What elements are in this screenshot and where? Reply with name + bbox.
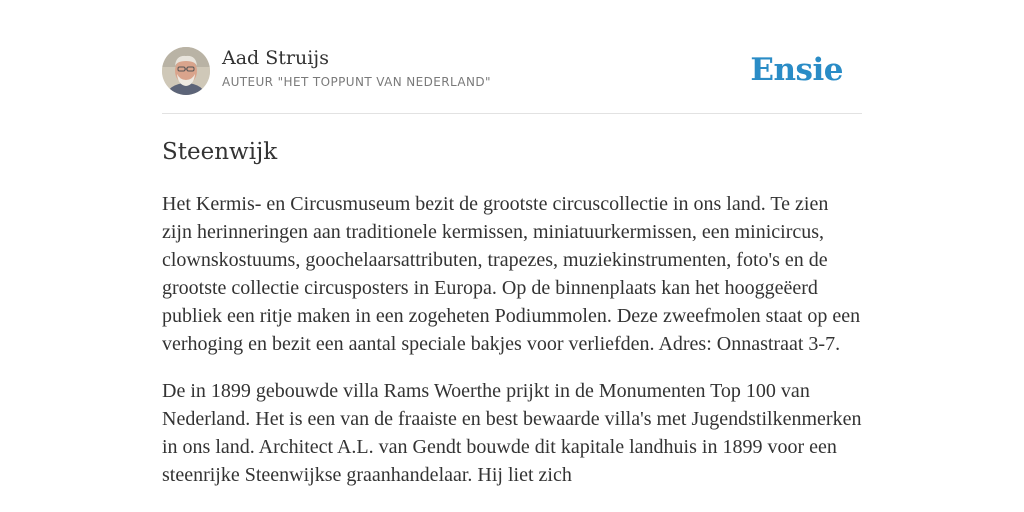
author-header bbox=[162, 46, 862, 96]
author-name[interactable]: Aad Struijs bbox=[222, 47, 329, 69]
header-divider bbox=[162, 113, 862, 114]
article-paragraph: Het Kermis- en Circusmuseum bezit de grootste circuscollectie in ons land. Te zien zijn herinneringen aan traditionele kermissen, miniatuurkermissen, een minicircus, clownskostuums, goochelaarsattributen, trapezes, muziekinstrumenten, foto's en de grootste collectie circusposters in Europa. Op de binnenplaats kan het hooggeëerd publiek een ritje maken in een zogeheten Podiummolen. Deze zweefmolen staat op een verhoging en bezit een aantal speciale bakjes voor verliefden. Adres: Onnastraat 3-7. bbox=[162, 193, 861, 355]
article-title: Steenwijk bbox=[162, 139, 278, 165]
article-body bbox=[162, 190, 862, 508]
article-paragraph: De in 1899 gebouwde villa Rams Woerthe prijkt in de Monumenten Top 100 van Nederland. Het is een van de fraaiste en best bewaarde villa's met Jugendstilkenmerken in ons land. Architect A.L. van Gendt bouwde dit kapitale landhuis in 1899 voor een steenrijke Steenwijkse graanhandelaar. Hij liet zich bbox=[162, 380, 862, 486]
author-portrait-icon bbox=[162, 47, 210, 95]
ensie-logo[interactable]: Ensie bbox=[750, 52, 843, 88]
author-subtitle: AUTEUR "HET TOPPUNT VAN NEDERLAND" bbox=[222, 75, 491, 89]
avatar[interactable] bbox=[162, 47, 210, 95]
